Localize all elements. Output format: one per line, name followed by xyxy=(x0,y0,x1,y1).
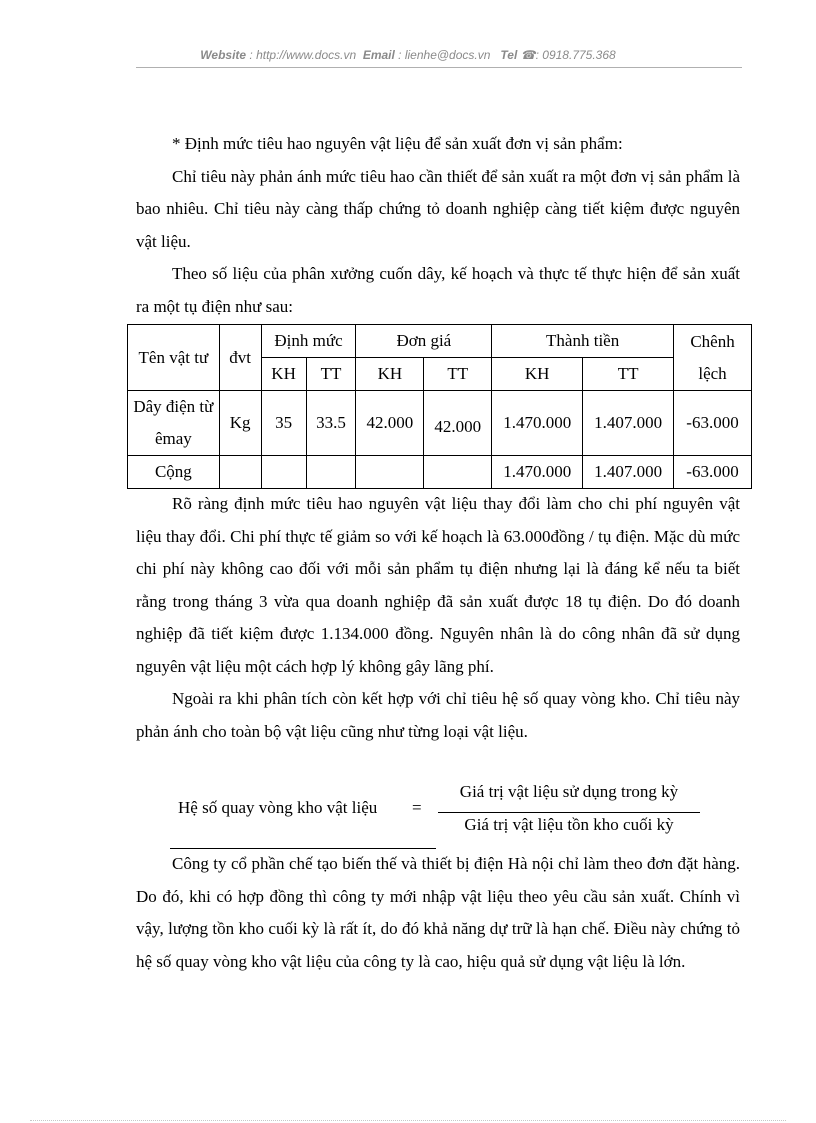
paragraph-table-intro: Theo số liệu của phân xưởng cuốn dây, kế hoạch và thực tế thực hiện để sản xuất ra một tụ điện như sau: xyxy=(136,264,740,316)
subheader-norm-plan: KH xyxy=(261,358,306,391)
formula-denominator: Giá trị vật liệu tồn kho cuối kỳ xyxy=(464,815,674,834)
cell-empty xyxy=(261,456,306,489)
fraction-bar xyxy=(438,812,700,813)
cell-price-actual: 42.000 xyxy=(424,391,492,456)
formula-equals: = xyxy=(412,798,422,817)
header-material-name: Tên vật tư xyxy=(128,325,220,391)
table-total-row xyxy=(128,456,752,489)
email-value[interactable]: : lienhe@docs.vn xyxy=(398,48,491,62)
material-norm-table xyxy=(127,324,752,489)
email-label: Email xyxy=(362,48,395,62)
cell-amount-plan: 1.470.000 xyxy=(492,391,583,456)
cell-empty xyxy=(219,456,261,489)
cell-price-plan: 42.000 xyxy=(356,391,424,456)
subheader-amount-actual: TT xyxy=(583,358,674,391)
tel-label: Tel xyxy=(500,48,518,62)
cell-empty xyxy=(356,456,424,489)
header-unit: đvt xyxy=(219,325,261,391)
website-url[interactable]: : http://www.docs.vn xyxy=(249,48,357,62)
cell-unit: Kg xyxy=(219,391,261,456)
paragraph-turnover-intro: Ngoài ra khi phân tích còn kết hợp với chỉ tiêu hệ số quay vòng kho. Chỉ tiêu này phản ánh cho toàn bộ vật liệu cũng như từng loại vật liệu. xyxy=(136,689,740,741)
website-label: Website xyxy=(200,48,247,62)
cell-total-difference: -63.000 xyxy=(674,456,752,489)
paragraph-conclusion: Công ty cổ phần chế tạo biến thế và thiết bị điện Hà nội chỉ làm theo đơn đặt hàng. Do đó, khi có hợp đồng thì công ty mới nhập vật liệu theo yêu cầu sản xuất. Chính vì vậy, lượng tồn kho cuối kỳ là rất ít, do đó khả năng dự trữ là hạn chế. Điều này chứng tỏ hệ số quay vòng kho vật liệu của công ty là cao, hiệu quả sử dụng vật liệu là lớn. xyxy=(136,854,740,971)
cell-empty xyxy=(424,456,492,489)
heading-norm: * Định mức tiêu hao nguyên vật liệu để sản xuất đơn vị sản phẩm: xyxy=(172,134,623,153)
cell-material-name: Dây điện từ êmay xyxy=(128,391,220,456)
tel-value: ☎: 0918.775.368 xyxy=(520,48,616,62)
page-bottom-divider xyxy=(30,1120,786,1121)
cell-total-label: Cộng xyxy=(128,456,220,489)
cell-difference: -63.000 xyxy=(674,391,752,456)
section-intro xyxy=(136,128,740,323)
cell-amount-actual: 1.407.000 xyxy=(583,391,674,456)
header-difference: Chênh lệch xyxy=(674,325,752,391)
cell-norm-actual: 33.5 xyxy=(306,391,356,456)
subheader-price-plan: KH xyxy=(356,358,424,391)
formula-numerator: Giá trị vật liệu sử dụng trong kỳ xyxy=(459,782,679,801)
cell-total-amount-plan: 1.470.000 xyxy=(492,456,583,489)
header-divider xyxy=(136,67,742,68)
table-row xyxy=(128,391,752,456)
cell-total-amount-actual: 1.407.000 xyxy=(583,456,674,489)
header-norm: Định mức xyxy=(261,325,356,358)
subheader-amount-plan: KH xyxy=(492,358,583,391)
section-conclusion xyxy=(136,848,740,978)
page-header xyxy=(0,48,816,62)
subheader-norm-actual: TT xyxy=(306,358,356,391)
section-analysis xyxy=(136,488,740,748)
cell-empty xyxy=(306,456,356,489)
formula-lhs: Hệ số quay vòng kho vật liệu xyxy=(178,798,378,817)
subheader-price-actual: TT xyxy=(424,358,492,391)
cell-norm-plan: 35 xyxy=(261,391,306,456)
turnover-formula xyxy=(136,782,740,842)
header-unit-price: Đơn giá xyxy=(356,325,492,358)
paragraph-norm-explanation: Chỉ tiêu này phản ánh mức tiêu hao cần thiết để sản xuất ra một đơn vị sản phẩm là bao nhiêu. Chỉ tiêu này càng thấp chứng tỏ doanh nghiệp càng tiết kiệm được nguyên vật liệu. xyxy=(136,166,740,251)
header-amount: Thành tiền xyxy=(492,325,674,358)
paragraph-cost-analysis: Rõ ràng định mức tiêu hao nguyên vật liệu thay đổi làm cho chi phí nguyên vật liệu thay đổi. Chi phí thực tế giảm so với kế hoạch là 63.000đồng / tụ điện. Mặc dù mức chi phí này không cao đối với mỗi sản phẩm tụ điện nhưng lại là đáng kể nếu ta biết rằng trong tháng 3 vừa qua doanh nghiệp đã sản xuất được 18 tụ điện. Do đó doanh nghiệp đã tiết kiệm được 1.134.000 đồng. Nguyên nhân là do công nhân đã sử dụng nguyên vật liệu một cách hợp lý không gây lãng phí. xyxy=(136,494,740,676)
